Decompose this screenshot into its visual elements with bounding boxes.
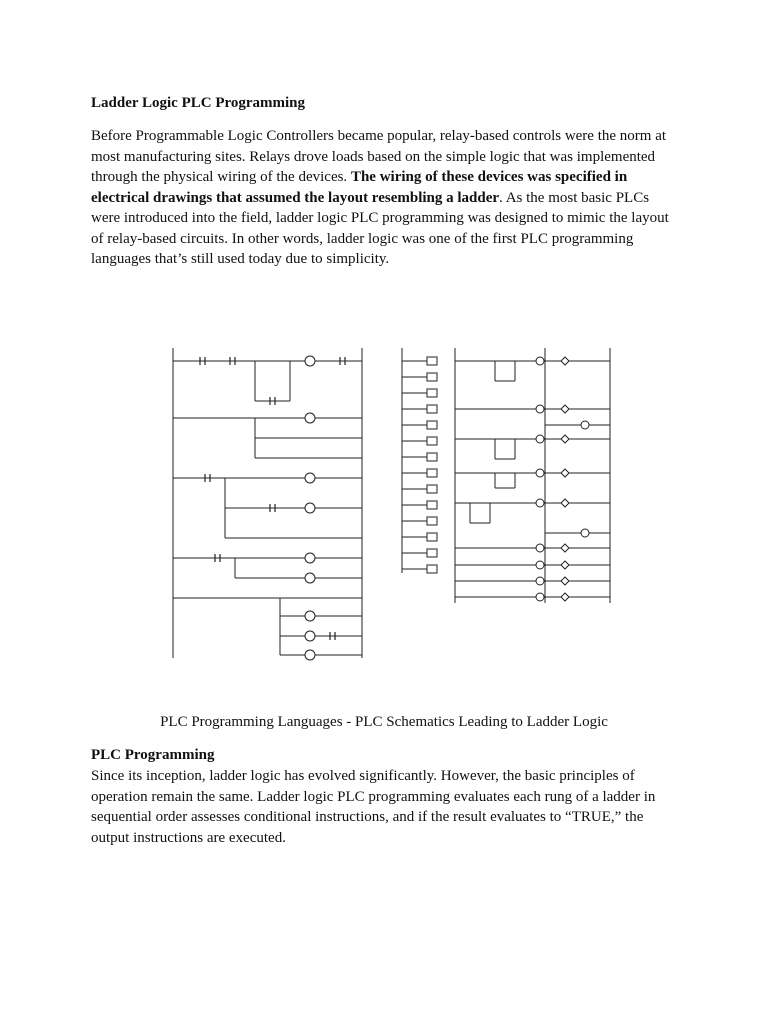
intro-text-before: Before Programmable Logic Controllers became popular, relay-based controls were the norm at most manufacturing sites. Relays drove loads based on the simple logic that was implemented through the physical wiring of the devices. [91,128,667,185]
ladder-schematic-figure [165,333,615,663]
intro-text-after: . As the most basic PLCs were introduced into the field, ladder logic PLC programming was designed to mimic the layout of relay-based circuits. In other words, ladder logic was one of the first PLC programming languages that’s still used today due to simplicity. [91,189,669,267]
ladder-schematic-illustration [165,333,615,663]
section-heading: PLC Programming [91,747,215,763]
intro-text-bold: The wiring of these devices was specified in electrical drawings that assumed the layout resembling a ladder [91,169,628,206]
intro-paragraph [91,126,681,270]
section-paragraph: Since its inception, ladder logic has evolved significantly. However, the basic principles of operation remain the same. Ladder logic PLC programming evaluates each rung of a ladder in sequential order assesses conditional instructions, and if the result evaluates to “TRUE,” the output instructions are executed. [91,768,656,846]
figure-caption: PLC Programming Languages - PLC Schematics Leading to Ladder Logic [160,714,608,730]
document-heading: Ladder Logic PLC Programming [91,95,306,111]
